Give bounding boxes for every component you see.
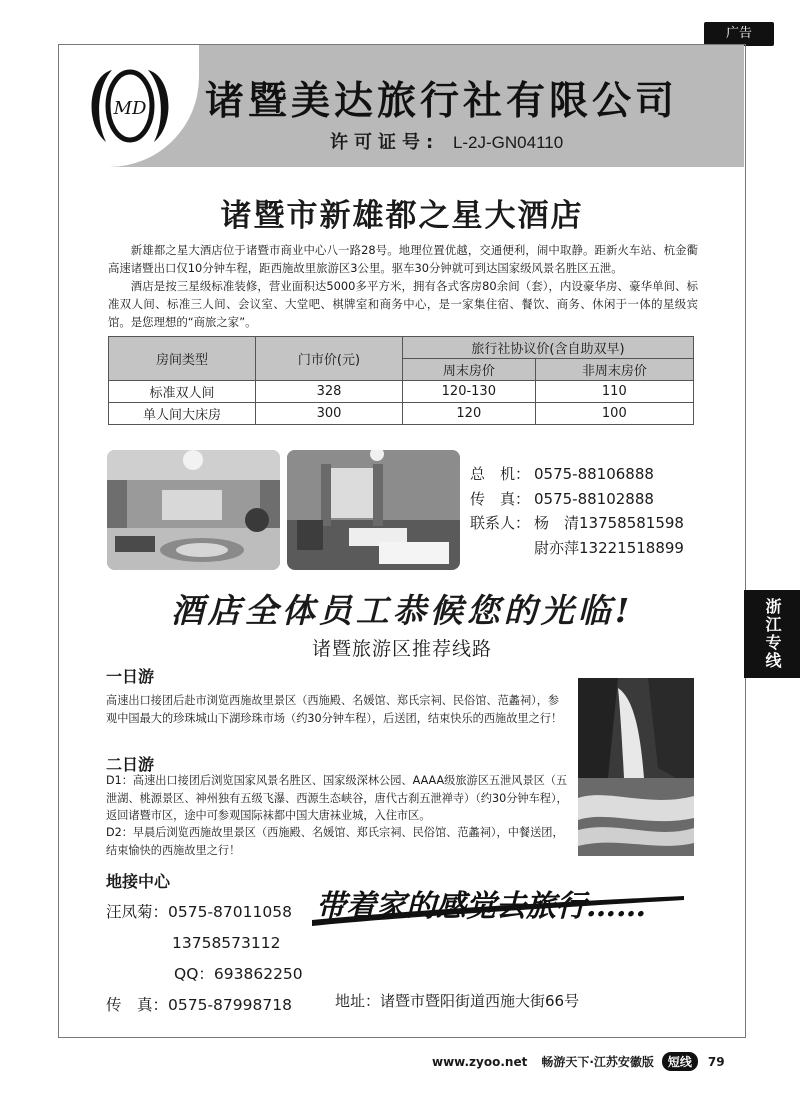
license-label: 许可证号: <box>330 132 440 153</box>
intro-paragraph: 酒店是按三星级标准装修，营业面积达5000多平方米，拥有各式客房80余间（套），内设豪华房、豪华单间、标准双人间、标准三人间、会议室、大堂吧、棋牌室和商务中心，是一家集住宿、餐饮、商务、休闲于一体的星级宾馆。是您理想的“商旅之家”。 <box>108 279 698 329</box>
fax-label: 传 真： <box>470 489 531 508</box>
header-weekday: 非周末房价 <box>535 359 693 381</box>
footer-url[interactable]: www.zyoo.net <box>432 1054 528 1069</box>
header-weekend: 周末房价 <box>403 359 536 381</box>
cell-weekday: 100 <box>535 403 693 425</box>
ground-qq-row <box>106 962 303 987</box>
day2-title: 二日游 <box>106 755 155 774</box>
ground-fax-label: 传 真： <box>106 996 169 1014</box>
ground-fax-row <box>106 993 303 1018</box>
day2-d2-text: D2：早晨后浏览西施故里景区（西施殿、名媛馆、郑氏宗祠、民俗馆、范蠡祠），中餐送团，结束愉快的西施故里之行！ <box>106 826 564 857</box>
switchboard-number: 0575-88106888 <box>534 465 654 483</box>
tagline-text: 带着家的感觉去旅行…… <box>316 889 646 924</box>
footer-magazine: 畅游天下·江苏安徽版 <box>541 1055 654 1069</box>
switchboard-row <box>470 462 684 487</box>
cell-weekend: 120 <box>403 403 536 425</box>
hotel-slogan: 酒店全体员工恭候您的光临! <box>170 591 634 630</box>
ground-contacts <box>106 900 303 1018</box>
contact-label: 联系人： <box>470 514 531 532</box>
company-name: 诸暨美达旅行社有限公司 <box>205 79 679 124</box>
cell-rack: 328 <box>256 381 403 403</box>
address-row <box>335 990 579 1011</box>
room-photo <box>287 450 460 570</box>
ground-qq-label: QQ： <box>174 965 214 983</box>
ground-phone-2: 13758573112 <box>172 934 281 952</box>
switchboard-label: 总 机： <box>470 465 531 483</box>
hotel-title: 诸暨市新雄都之星大酒店 <box>220 198 584 234</box>
page-footer <box>432 1052 725 1071</box>
contact-row <box>470 511 684 536</box>
ground-contact-row <box>106 900 303 925</box>
ground-center-title: 地接中心 <box>106 872 171 891</box>
header-agency-rate: 旅行社协议价(含自助双早) <box>403 337 694 359</box>
lobby-photo <box>107 450 280 570</box>
ground-fax: 0575-87998718 <box>168 996 292 1014</box>
hotel-intro <box>108 241 698 331</box>
spacer <box>470 536 534 561</box>
ground-qq: 693862250 <box>213 965 303 983</box>
tagline-banner <box>312 876 692 936</box>
ground-phone-row <box>106 931 303 956</box>
company-logo <box>82 62 178 148</box>
fax-row <box>470 487 684 512</box>
routes-title: 诸暨旅游区推荐线路 <box>311 638 492 660</box>
header-rack-rate: 门市价(元) <box>256 337 403 381</box>
cell-rack: 300 <box>256 403 403 425</box>
svg-text:MD: MD <box>113 98 147 119</box>
license-row <box>330 128 563 154</box>
contact-person-2: 尉亦萍13221518899 <box>534 538 684 557</box>
day1-title: 一日游 <box>106 667 155 686</box>
contact-row-2 <box>470 536 684 561</box>
cell-weekday: 110 <box>535 381 693 403</box>
day2-d1-text: D1：高速出口接团后浏览国家风景名胜区、国家级深林公园、AAAA级旅游区五泄风景区（五泄湖、桃源景区、神州独有五级飞瀑、西源生态峡谷，唐代古刹五泄禅寺）（约30分钟车程），返回诸暨市区，途中可参观国际袜都中国大唐袜业城，入住市区。 <box>106 774 568 822</box>
day1-text: 高速出口接团后赴市浏览西施故里景区（西施殿、名媛馆、郑氏宗祠、民俗馆、范蠡祠），参观中国最大的珍珠城山下湖珍珠市场（约30分钟车程），后送团，结束快乐的西施故里之行！ <box>106 694 563 725</box>
intro-paragraph: 新雄都之星大酒店位于诸暨市商业中心八一路28号。地理位置优越，交通便利，闹中取静。距新火车站、杭金衢高速诸暨出口仅10分钟车程，距西施故里旅游区3公里。驱车30分钟就可到达国家级风景名胜区五泄。 <box>108 243 698 275</box>
header-room-type: 房间类型 <box>109 337 256 381</box>
page-number: 79 <box>707 1054 725 1069</box>
license-number: L-2J-GN04110 <box>452 133 564 152</box>
cell-weekend: 120-130 <box>403 381 536 403</box>
ground-phone-1: 0575-87011058 <box>168 903 292 921</box>
fax-number: 0575-88102888 <box>534 489 654 508</box>
rates-table <box>108 336 694 425</box>
ad-tag: 广告 <box>704 22 774 46</box>
waterfall-photo <box>578 678 694 856</box>
footer-category-badge: 短线 <box>662 1052 698 1071</box>
address-label: 地址： <box>335 992 381 1010</box>
hotel-contacts <box>470 462 684 560</box>
cell-room: 标准双人间 <box>109 381 256 403</box>
table-row <box>109 381 694 403</box>
ground-name-label: 汪凤菊： <box>106 903 169 921</box>
table-row <box>109 403 694 425</box>
cell-room: 单人间大床房 <box>109 403 256 425</box>
contact-person-1: 杨 清13758581598 <box>534 514 684 532</box>
side-tab: 浙江专线 <box>744 590 800 678</box>
address-text: 诸暨市暨阳街道西施大街66号 <box>380 992 580 1010</box>
